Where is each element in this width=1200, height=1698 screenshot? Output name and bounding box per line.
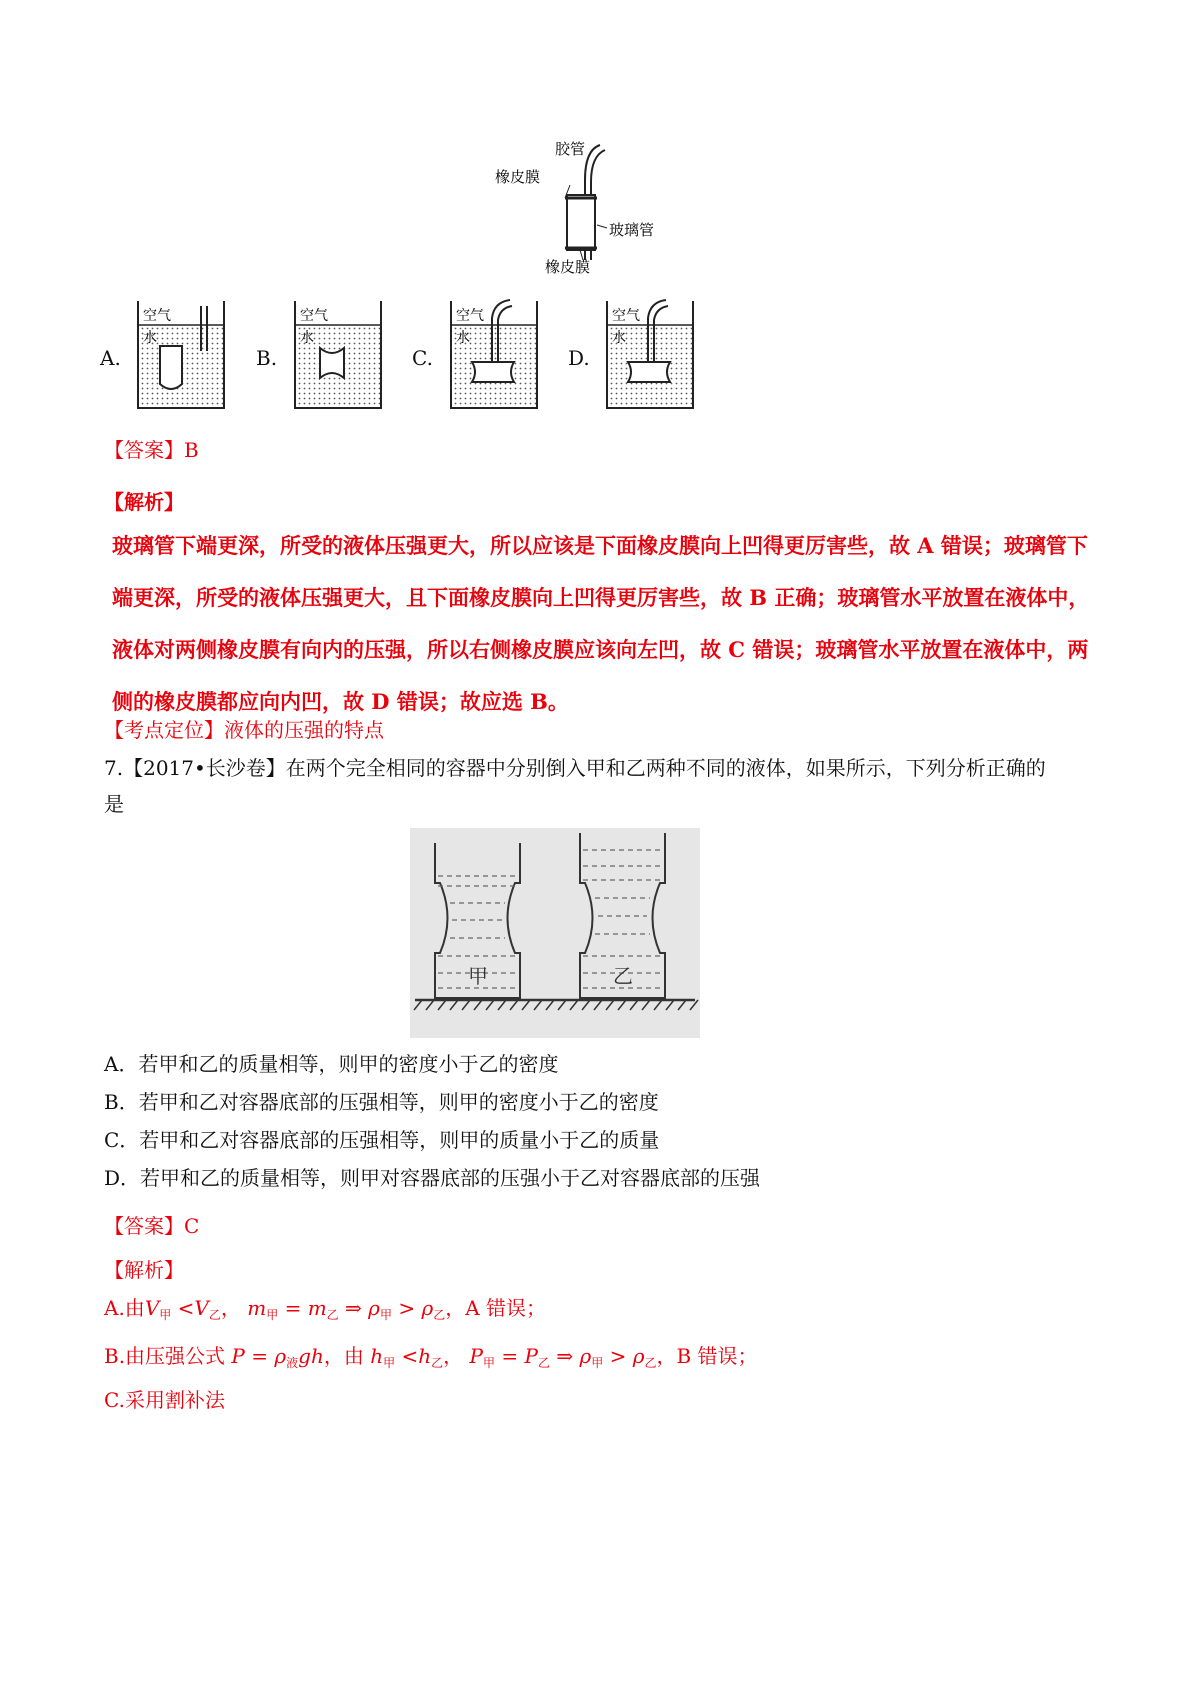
q7-option-d: D．若甲和乙的质量相等，则甲对容器底部的压强小于乙对容器底部的压强 — [104, 1166, 761, 1190]
option-b-beaker — [292, 296, 387, 411]
option-c-air: 空气 — [456, 308, 484, 324]
q6-kaodian-value: 液体的压强的特点 — [224, 718, 384, 742]
option-c-letter: C. — [412, 346, 433, 370]
q7-stem-line-1: 在两个完全相同的容器中分别倒入甲和乙两种不同的液体，如果所示，下列分析正确的 — [285, 756, 1046, 780]
option-a-letter: A. — [100, 346, 121, 370]
q7-number: 7. — [104, 756, 124, 780]
q7-figure-label-yi: 乙 — [613, 964, 633, 988]
option-b-air: 空气 — [300, 308, 328, 324]
q7-analysis-line-c: C.采用割补法 — [104, 1388, 225, 1412]
options-figure — [100, 296, 800, 416]
q7-option-c: C．若甲和乙对容器底部的压强相等，则甲的质量小于乙的质量 — [104, 1128, 660, 1152]
q7-answer-label: 【答案】 — [104, 1214, 184, 1238]
option-c-beaker — [448, 296, 543, 411]
q7-analysis-line-a: A.由$V_甲 <V_乙$， $m_甲 = m_乙$ ⇒ $\rho_甲 > \rho_乙$，A 错误； — [104, 1296, 547, 1322]
q6-answer — [104, 436, 199, 464]
q6-analysis-line-2: 端更深，所受的液体压强更大，且下面橡皮膜向上凹得更厉害些，故 B 正确；玻璃管水平放置在液体中， — [112, 585, 1090, 610]
q7-analysis-line-b: B.由压强公式 $P = \rho_液gh$，由 $h_甲 <h_乙$， $P_甲 = P_乙$ ⇒ $\rho_甲 > \rho_乙$，B 错误； — [104, 1344, 758, 1370]
q6-analysis-text — [112, 520, 1102, 728]
q7-answer-value: C — [184, 1214, 200, 1238]
option-b-letter: B. — [256, 346, 278, 370]
q7-option-a: A．若甲和乙的质量相等，则甲的密度小于乙的密度 — [104, 1052, 559, 1076]
q6-analysis-line-4: 侧的橡皮膜都应向内凹，故 D 错误；故应选 B。 — [112, 689, 569, 714]
q7-stem — [104, 754, 1046, 782]
option-d-water: 水 — [612, 330, 626, 346]
q6-answer-label: 【答案】 — [104, 438, 184, 462]
q7-containers-figure — [410, 828, 700, 1038]
q7-answer — [104, 1212, 199, 1240]
tube-figure — [495, 140, 685, 280]
option-d-letter: D. — [568, 346, 590, 370]
q7-source: 【2017•长沙卷】 — [123, 756, 286, 780]
option-c-water: 水 — [456, 330, 470, 346]
q6-analysis-line-1: 玻璃管下端更深，所受的液体压强更大，所以应该是下面橡皮膜向上凹得更厉害些，故 A 错误；玻璃管下 — [112, 533, 1088, 558]
tube-label-hose: 胶管 — [555, 140, 586, 158]
option-d-beaker — [604, 296, 699, 411]
tube-label-glass-tube: 玻璃管 — [609, 221, 655, 239]
tube-label-membrane-bottom: 橡皮膜 — [545, 258, 591, 276]
tube-label-membrane-top: 橡皮膜 — [495, 168, 541, 186]
option-b-water: 水 — [300, 330, 314, 346]
q7-figure-label-jia: 甲 — [468, 964, 488, 988]
q6-analysis-line-3: 液体对两侧橡皮膜有向内的压强，所以右侧橡皮膜应该向左凹，故 C 错误；玻璃管水平放置在液体中，两 — [112, 637, 1089, 662]
option-a-water: 水 — [143, 330, 157, 346]
option-a-beaker — [135, 296, 230, 411]
q6-kaodian-label: 【考点定位】 — [104, 718, 224, 742]
q6-analysis-label: 【解析】 — [104, 490, 184, 514]
q6-kaodian — [104, 716, 384, 744]
q7-option-b: B．若甲和乙对容器底部的压强相等，则甲的密度小于乙的密度 — [104, 1090, 659, 1114]
option-d-air: 空气 — [612, 308, 640, 324]
q7-analysis-label: 【解析】 — [104, 1258, 184, 1282]
option-a-air: 空气 — [143, 308, 171, 324]
q7-stem-line-2: 是 — [104, 792, 124, 816]
q6-answer-value: B — [184, 438, 199, 462]
